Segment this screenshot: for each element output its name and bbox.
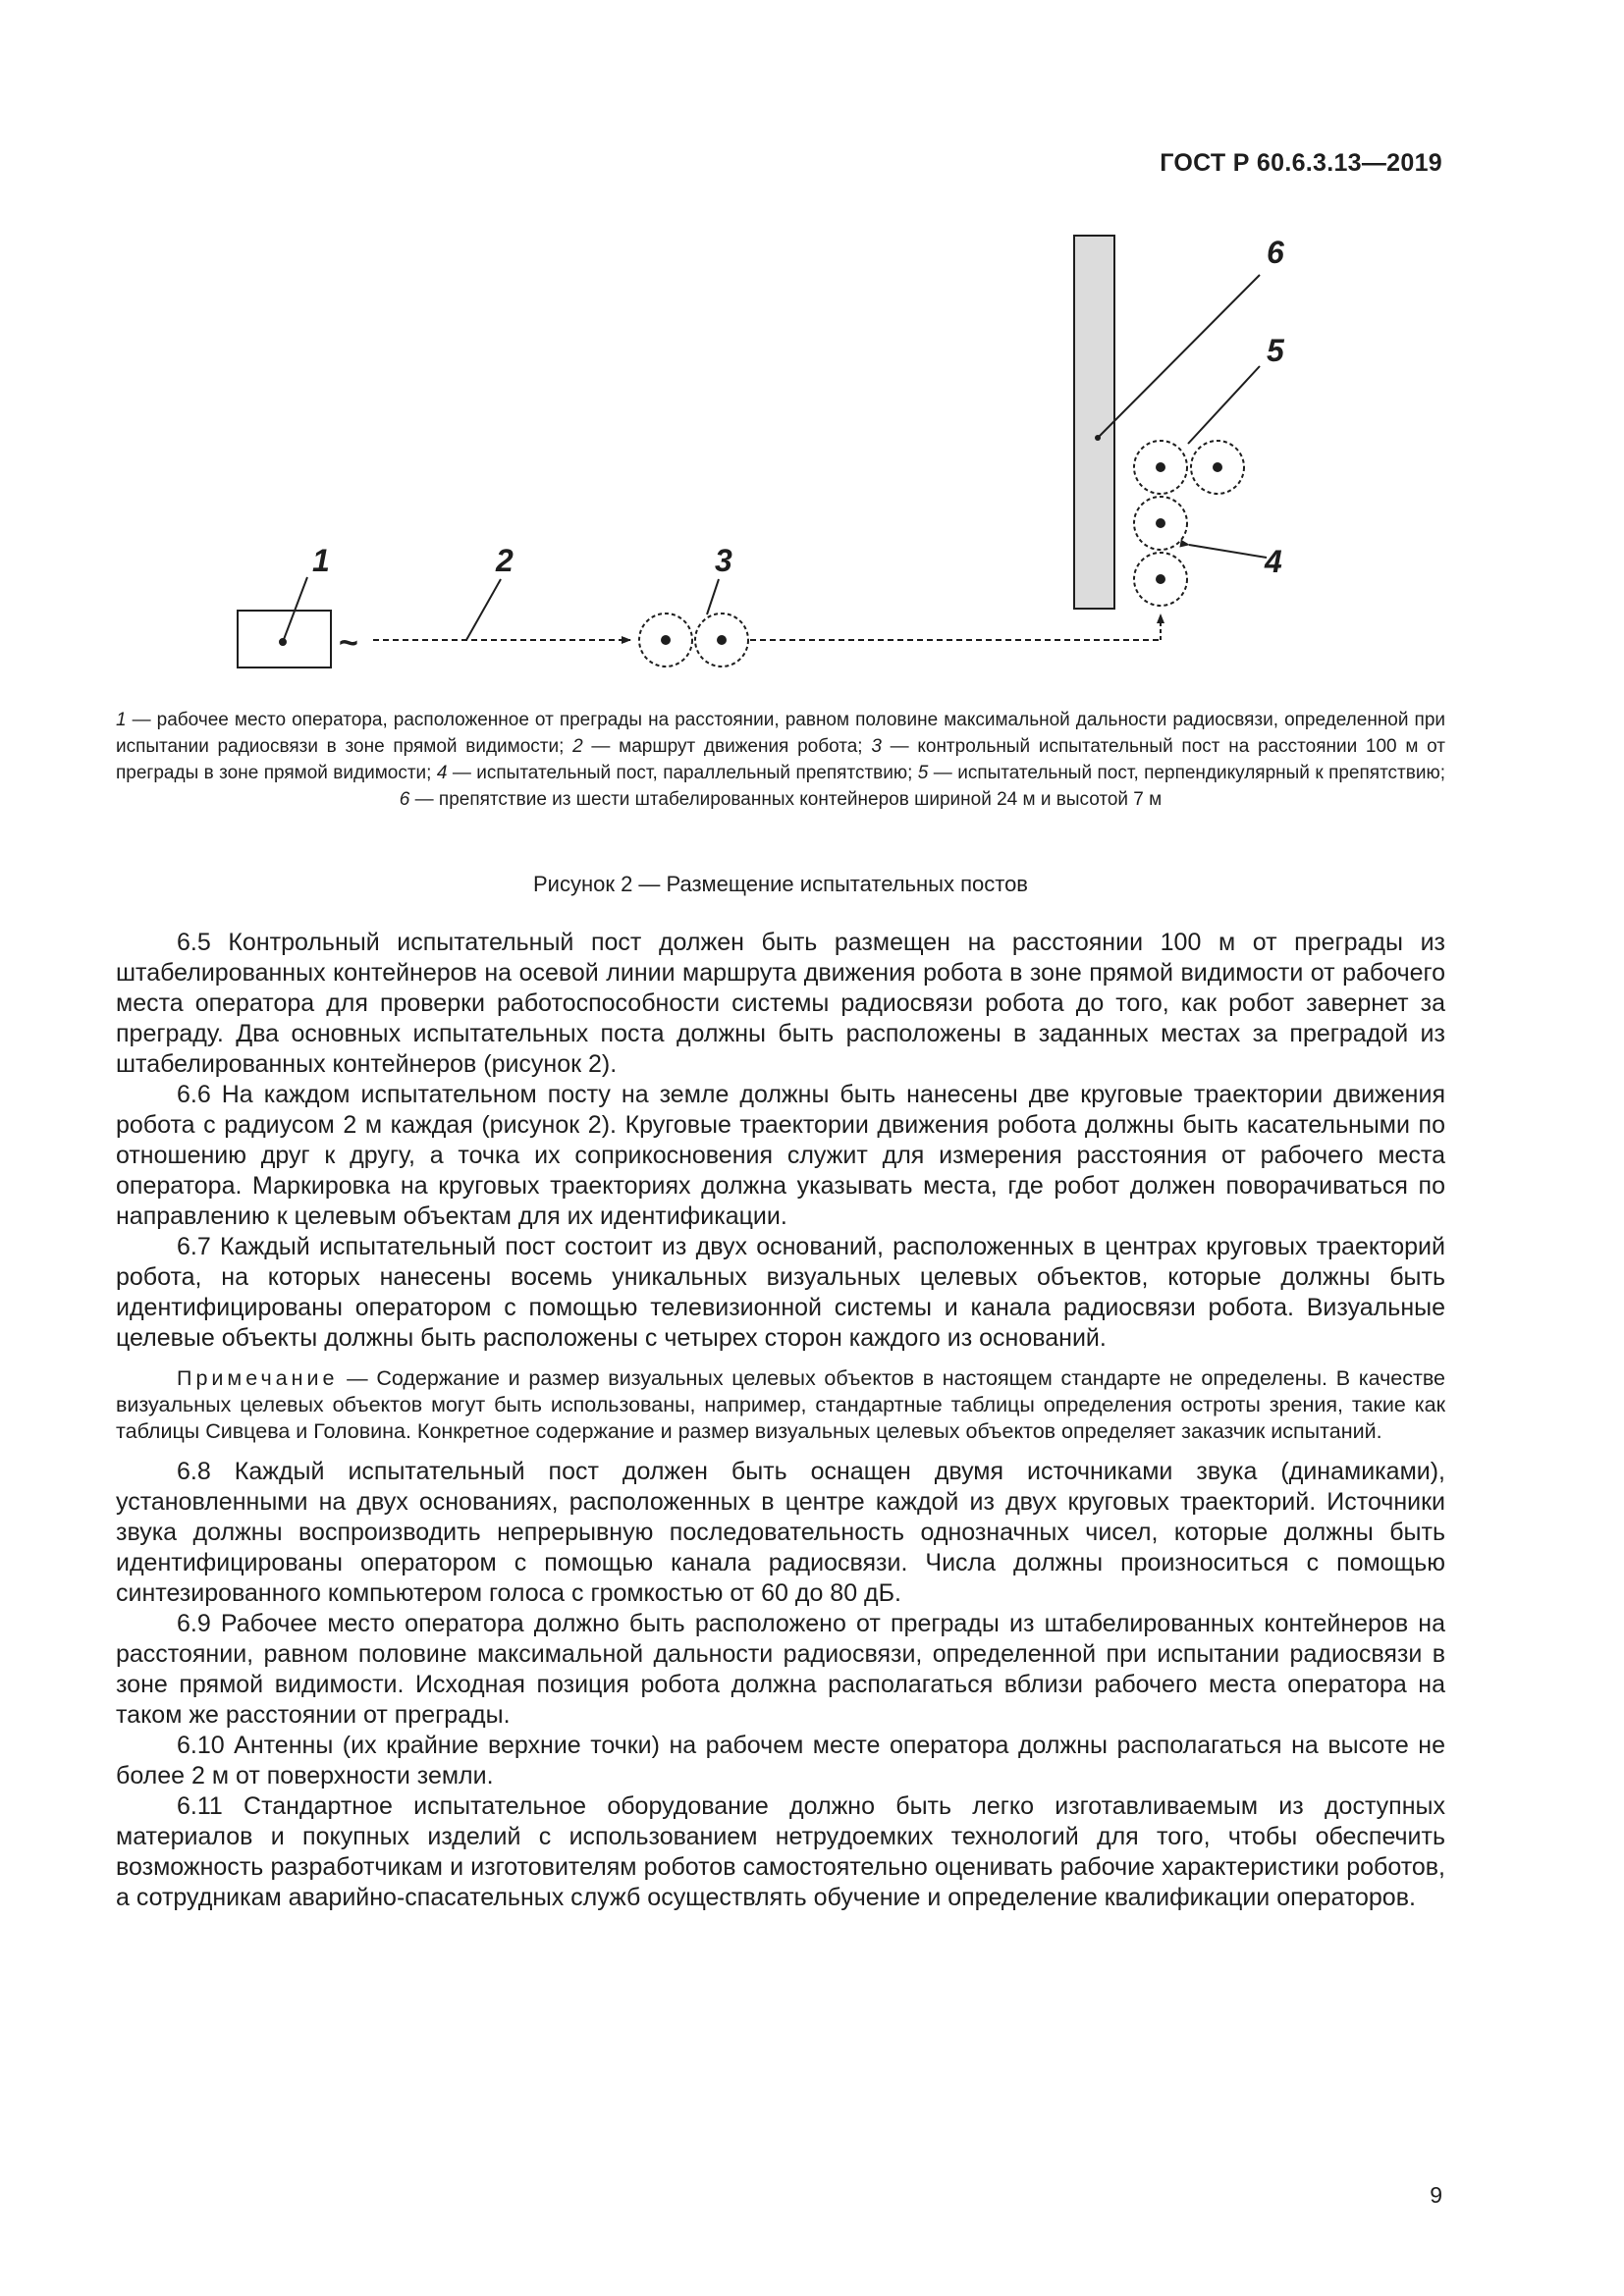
figure-legend <box>116 707 1445 813</box>
label-3: 3 <box>715 543 732 578</box>
figure-title: Рисунок 2 — Размещение испытательных постов <box>532 872 1028 896</box>
note <box>116 1365 1445 1445</box>
paragraph-6-11: 6.11 Стандартное испытательное оборудование должно быть легко изготавливаемым из доступных материалов и покупных изделий с использованием нетрудоемких технологий для того, чтобы обеспечить возможность разработчикам и изготовителям роботов самостоятельно оценивать рабочие характеристики роботов, а сотрудникам аварийно-спасательных служб осуществлять обучение и определение квалификации операторов. <box>116 1792 1445 1911</box>
legend-num-5: 5 <box>917 763 929 783</box>
label-1: 1 <box>312 543 330 578</box>
legend-text-5: — испытательный пост, перпендикулярный к препятствию; <box>928 763 1445 783</box>
label-6: 6 <box>1267 235 1284 270</box>
page-number: 9 <box>1430 2182 1442 2208</box>
label-4: 4 <box>1265 544 1282 579</box>
body-text <box>116 928 1445 1913</box>
obstacle-containers <box>1074 236 1114 609</box>
paragraph-6-10: 6.10 Антенны (их крайние верхние точки) на рабочем месте оператора должны располагаться на высоте не более 2 м от поверхности земли. <box>116 1732 1445 1789</box>
legend-num-1: 1 <box>116 710 127 730</box>
legend-num-4: 4 <box>436 763 448 783</box>
note-text: — Содержание и размер визуальных целевых объектов в настоящем стандарте не определены. В качестве визуальных целевых объектов могут быть использованы, например, стандартные таблицы определения остроты зрения, такие как таблицы Сивцева и Головина. Конкретное содержание и размер визуальных целевых объектов определяет заказчик испытаний. <box>116 1366 1445 1443</box>
paragraph-6-7: 6.7 Каждый испытательный пост состоит из двух оснований, расположенных в центрах круговых траекторий робота, на которых нанесены восемь уникальных визуальных целевых объектов, которые должны быть идентифицированы оператором с помощью телевизионной системы и канала радиосвязи робота. Визуальные целевые объекты должны быть расположены с четырех сторон каждого из оснований. <box>116 1233 1445 1352</box>
label-5: 5 <box>1267 333 1284 368</box>
legend-text-2: — маршрут движения робота; <box>582 736 872 757</box>
paragraph-6-9: 6.9 Рабочее место оператора должно быть расположено от преграды из штабелированных контейнеров на расстоянии, равном половине максимальной дальности радиосвязи, определенной при испытании радиосвязи в зоне прямой видимости. Исходная позиция робота должна располагаться вблизи рабочего места оператора на таком же расстоянии от преграды. <box>116 1610 1445 1729</box>
legend-text-4: — испытательный пост, параллельный препятствию; <box>447 763 918 783</box>
legend-num-6: 6 <box>399 789 410 810</box>
legend-text-6: — препятствие из шести штабелированных контейнеров шириной 24 м и высотой 7 м <box>409 789 1163 810</box>
label-2: 2 <box>496 543 514 578</box>
legend-text-3: — контрольный испытательный пост на расстоянии 100 м от преграды в зоне прямой видимости; <box>116 736 1445 783</box>
note-label: Примечание <box>177 1366 339 1390</box>
paragraph-6-5: 6.5 Контрольный испытательный пост должен быть размещен на расстоянии 100 м от преграды из штабелированных контейнеров на осевой линии маршрута движения робота в зоне прямой видимости от рабочего места оператора для проверки работоспособности системы радиосвязи робота до того, как робот завернет за преграду. Два основных испытательных поста должны быть расположены в заданных местах за преградой из штабелированных контейнеров (рисунок 2). <box>116 929 1445 1078</box>
legend-num-2: 2 <box>572 736 583 757</box>
legend-num-3: 3 <box>871 736 882 757</box>
paragraph-6-8: 6.8 Каждый испытательный пост должен быть оснащен двумя источниками звука (динамиками), установленными на двух основаниях, расположенных в центре каждой из двух круговых траекторий. Источники звука должны воспроизводить непрерывную последовательность однозначных чисел, которые должны быть идентифицированы оператором с помощью канала радиосвязи. Числа должны произноситься с помощью синтезированного компьютером голоса с громкостью от 60 до 80 дБ. <box>116 1458 1445 1607</box>
tilde-symbol: ~ <box>339 624 358 662</box>
figure-2-diagram <box>0 0 1624 707</box>
legend-text-1: — рабочее место оператора, расположенное от преграды на расстоянии, равном половине максимальной дальности радиосвязи, определенной при испытании радиосвязи в зоне прямой видимости; <box>116 710 1445 757</box>
paragraph-6-6: 6.6 На каждом испытательном посту на земле должны быть нанесены две круговые траектории движения робота с радиусом 2 м каждая (рисунок 2). Круговые траектории движения робота должны быть касательными по отношению друг к другу, а точка их соприкосновения служит для измерения расстояния от рабочего места оператора. Маркировка на круговых траекториях должна указывать места, где робот должен поворачиваться по направлению к целевым объектам для их идентификации. <box>116 1081 1445 1230</box>
standard-header: ГОСТ Р 60.6.3.13—2019 <box>1160 149 1442 177</box>
